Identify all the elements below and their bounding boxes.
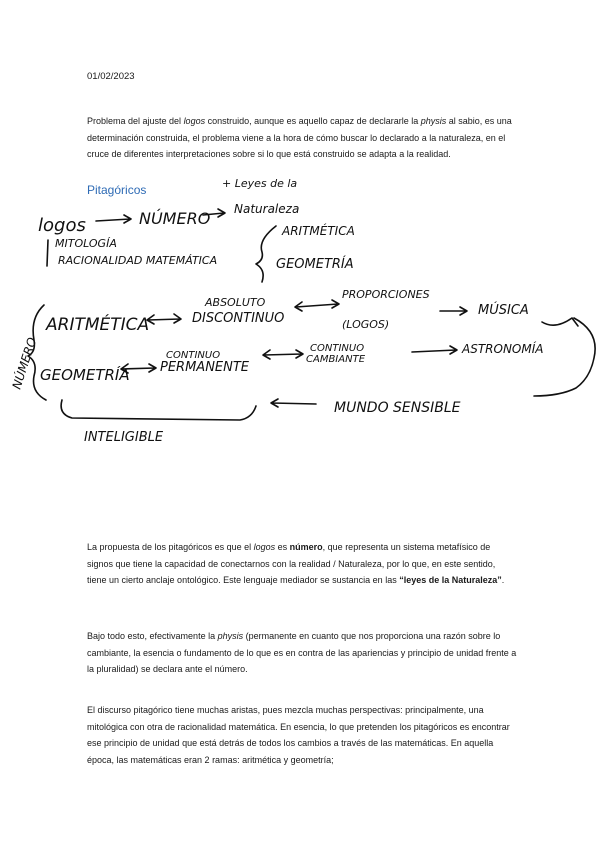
paragraph-physis: Bajo todo esto, efectivamente la physis (permanente en cuanto que nos proporciona una razón sobre lo cambiante, la esencia o fundamento de lo que es en contra de las apariencias y principio de unidad frente a la pluralidad) se declara ante el número.	[87, 631, 517, 675]
sketch-aritmetica-2: ARITMÉTICA	[46, 315, 150, 335]
intro-paragraph: Problema del ajuste del logos construido, aunque es aquello capaz de declararle la physis al sabio, es una determinación construida, el problema viene a la hora de cómo buscar lo declarado a la naturaleza, en el cruce de diferentes interpretaciones sobre si lo que está construido se adapta a la realidad.	[87, 116, 512, 160]
arrow-logos-numero	[96, 215, 131, 223]
sketch-curve-right	[534, 318, 595, 396]
sketch-numero-vertical: NÚMERO	[9, 335, 40, 391]
sketch-mundo-sensible: MUNDO SENSIBLE	[334, 400, 461, 416]
arrow-proporciones-musica	[440, 307, 467, 315]
sketch-naturaleza: Naturaleza	[234, 202, 300, 216]
sketch-absoluto: ABSOLUTO	[205, 296, 266, 309]
sketch-brace-bottom	[61, 400, 256, 420]
sketch-inteligible: INTELIGIBLE	[84, 430, 164, 445]
sketch-discontinuo: DISCONTINUO	[192, 311, 285, 326]
sketch-brace-1	[256, 226, 276, 282]
sketch-permanente: PERMANENTE	[160, 360, 250, 375]
paragraph-logos-numero: La propuesta de los pitagóricos es que el logos es número, que representa un sistema metafísico de signos que tiene la capacidad de conectarnos con la realidad / Naturaleza, por lo que, en este sentido, tiene un cierto anclaje ontológico. Este lenguaje mediador se sustancia en las “leyes de la Naturaleza”.	[87, 542, 505, 586]
sketch-continuo: CONTINUO	[166, 350, 221, 361]
sketch-astronomia: ASTRONOMÍA	[462, 342, 544, 356]
arrow-geometria-continuo	[121, 364, 156, 373]
document-date: 01/02/2023	[87, 71, 135, 82]
sketch-mitologia: MITOLOGÍA	[55, 237, 117, 250]
sketch-leyes: + Leyes de la	[222, 177, 298, 190]
sketch-aritmetica-1: ARITMÉTICA	[282, 224, 355, 238]
sketch-cambiante: CAMBIANTE	[306, 354, 366, 365]
sketch-continuo-2: CONTINUO	[310, 343, 365, 354]
sketch-racionalidad: RACIONALIDAD MATEMÁTICA	[58, 254, 218, 267]
arrow-mundo	[271, 399, 316, 407]
sketch-geometria-1: GEOMETRÍA	[276, 257, 354, 272]
sketch-geometria-2: GEOMETRÍA	[40, 366, 130, 384]
sketch-logos-paren: (LOGOS)	[342, 318, 390, 331]
section-heading: Pitagóricos	[87, 183, 147, 197]
sketch-logos: logos	[38, 215, 86, 236]
paragraph-discurso: El discurso pitagórico tiene muchas aristas, pues mezcla muchas perspectivas: principalmente, una mitológica con otra de racionalidad matemática. En esencia, lo que pretenden los pitagóricos es encontrar ese principio de unidad que está detrás de todos los cambios a través de las matemáticas. En aquella época, las matemáticas eran 2 ramas: aritmética y geometría;	[87, 705, 510, 765]
sketch-numero: NÚMERO	[139, 209, 211, 228]
sketch-proporciones: PROPORCIONES	[342, 288, 430, 301]
arrow-aritmetica-absoluto	[147, 314, 181, 324]
arrow-discontinuo-proporciones	[295, 300, 339, 311]
sketch-bar	[47, 240, 48, 266]
sketch-musica: MÚSICA	[478, 303, 529, 318]
sketch-curl	[542, 318, 578, 326]
arrow-permanente-cambiante	[263, 350, 303, 359]
arrow-cambiante-astronomia	[412, 346, 457, 354]
